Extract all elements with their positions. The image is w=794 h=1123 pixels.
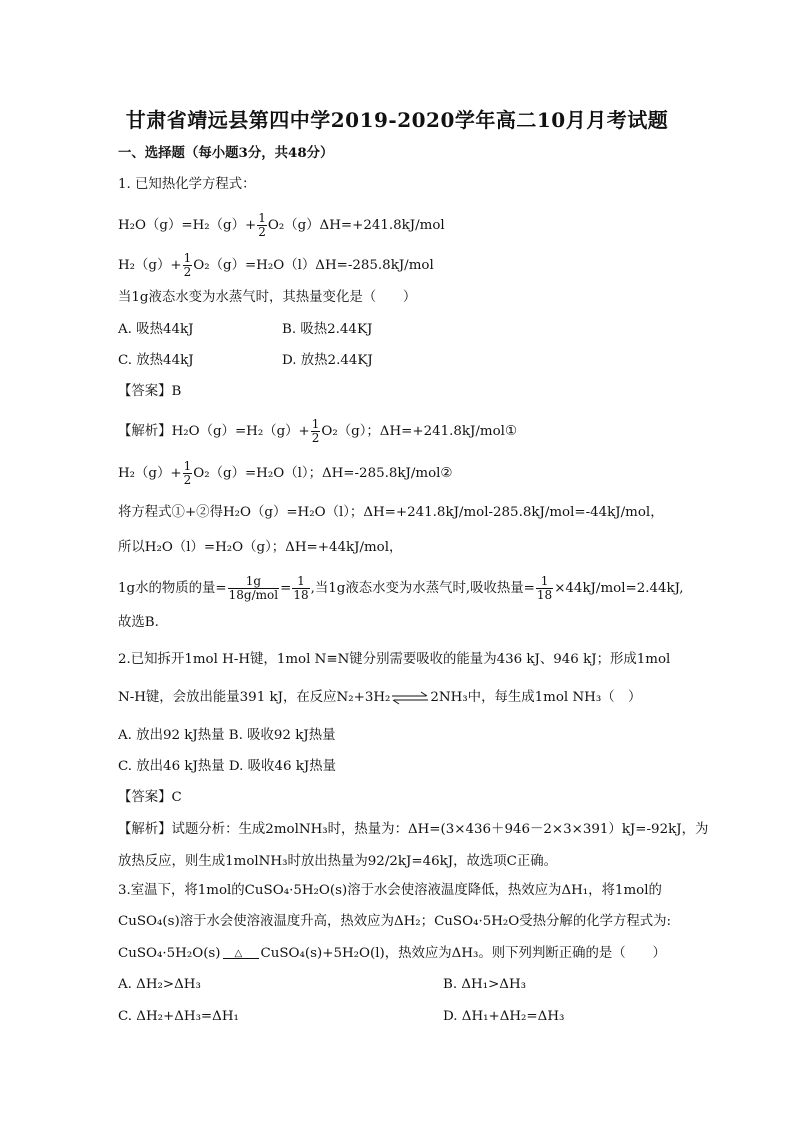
q2-options-cd: C. 放出46 kJ热量 D. 吸收46 kJ热量 — [118, 759, 336, 774]
q1-equation-2 — [118, 252, 434, 279]
half-fraction: $\frac{1}{2}$ — [183, 459, 192, 487]
q2-analysis-line-2: 放热反应，则生成1molNH₃时放出热量为92/2kJ=46kJ，故选项C正确。 — [118, 854, 558, 869]
half-fraction: $\frac{1}{2}$ — [258, 211, 266, 239]
q3-stem-line-2: CuSO₄(s)溶于水会使溶液温度升高，热效应为ΔH₂；CuSO₄·5H₂O受热分解的化学方程式为: — [118, 914, 672, 929]
q3-stem-line-3: CuSO₄·5H₂O(s) △ CuSO₄(s)+5H₂O(l)，热效应为ΔH₃。则下列判断正确的是（ ） — [118, 946, 666, 961]
half-fraction: $\frac{1}{2}$ — [183, 251, 192, 279]
q1-eq1-left: H₂O（g）=H₂（g）+ — [118, 218, 257, 233]
q1-analysis-line-5: 1g水的物质的量= $\frac{1g}{\text{18g/mol}}$ = $\frac{1}{18}$ ,当1g液态水变为水蒸气时,吸收热量= $\frac{1}{18}$ ×44kJ/mol=2.44kJ, — [118, 574, 684, 602]
reversible-arrow-icon — [390, 691, 430, 705]
q1-eq2-right: O₂（g）=H₂O（l）ΔH=-285.8kJ/mol — [193, 258, 434, 273]
q1-option-c: C. 放热44kJ — [118, 353, 194, 368]
q1-analysis-line-3: 将方程式①+②得H₂O（g）=H₂O（l）；ΔH=+241.8kJ/mol-285.8kJ/mol=-44kJ/mol， — [118, 505, 664, 520]
one-eighteenth-fraction: $\frac{1}{18}$ — [536, 574, 553, 602]
q1-analysis-line-2: H₂（g）+ $\frac{1}{2}$ O₂（g）=H₂O（l）；ΔH=-285.8kJ/mol② — [118, 459, 453, 487]
q2-options-ab: A. 放出92 kJ热量 B. 吸收92 kJ热量 — [118, 728, 336, 743]
q1-option-a: A. 吸热44kJ — [118, 322, 194, 337]
analysis-label: 【解析】 — [118, 424, 172, 439]
q1-option-d: D. 放热2.44KJ — [282, 353, 373, 368]
q1-question: 当1g液态水变为水蒸气时，其热量变化是（ ） — [118, 290, 417, 305]
q1-eq1-right: O₂（g）ΔH=+241.8kJ/mol — [267, 218, 445, 233]
q3-option-a: A. ΔH₂>ΔH₃ — [118, 977, 201, 992]
page-title: 甘肃省靖远县第四中学2019-2020学年高二10月月考试题 — [125, 108, 669, 132]
q2-analysis-line-1: 【解析】试题分析：生成2molNH₃时，热量为：ΔH=(3×436＋946－2×3×391）kJ=-92kJ，为 — [118, 822, 709, 837]
q1-option-b: B. 吸热2.44KJ — [282, 322, 373, 337]
q2-stem-line-1: 2.已知拆开1mol H-H键，1mol N≡N键分别需要吸收的能量为436 kJ、946 kJ；形成1mol — [118, 652, 671, 667]
q1-analysis-line-1: 【解析】H₂O（g）=H₂（g）+ $\frac{1}{2}$ O₂（g）；ΔH=+241.8kJ/mol① — [118, 417, 517, 445]
q1-analysis-line-6: 故选B. — [118, 615, 159, 630]
q3-stem-line-1: 3.室温下，将1mol的CuSO₄·5H₂O(s)溶于水会使溶液温度降低，热效应为ΔH₁，将1mol的 — [118, 883, 662, 898]
q3-option-b: B. ΔH₁>ΔH₃ — [443, 977, 527, 992]
q1-equation-1 — [118, 212, 445, 239]
q1-stem: 1. 已知热化学方程式： — [118, 177, 256, 192]
mole-fraction: $\frac{1g}{\text{18g/mol}}$ — [228, 574, 279, 602]
section-heading: 一、选择题（每小题3分，共48分） — [118, 145, 334, 161]
q3-option-d: D. ΔH₁+ΔH₂=ΔH₃ — [443, 1009, 565, 1024]
one-eighteenth-fraction: $\frac{1}{18}$ — [293, 574, 309, 602]
heat-condition-icon: △ — [221, 946, 261, 962]
q1-answer: 【答案】B — [118, 384, 182, 399]
q1-eq2-left: H₂（g）+ — [118, 258, 182, 273]
q2-answer: 【答案】C — [118, 790, 182, 805]
q1-analysis-line-4: 所以H₂O（l）=H₂O（g）；ΔH=+44kJ/mol， — [118, 540, 403, 555]
q2-stem-line-2: N-H键，会放出能量391 kJ，在反应N₂+3H₂ 2NH₃中，每生成1mol NH₃（ ） — [118, 690, 642, 705]
half-fraction: $\frac{1}{2}$ — [311, 417, 320, 445]
q3-option-c: C. ΔH₂+ΔH₃=ΔH₁ — [118, 1009, 239, 1024]
